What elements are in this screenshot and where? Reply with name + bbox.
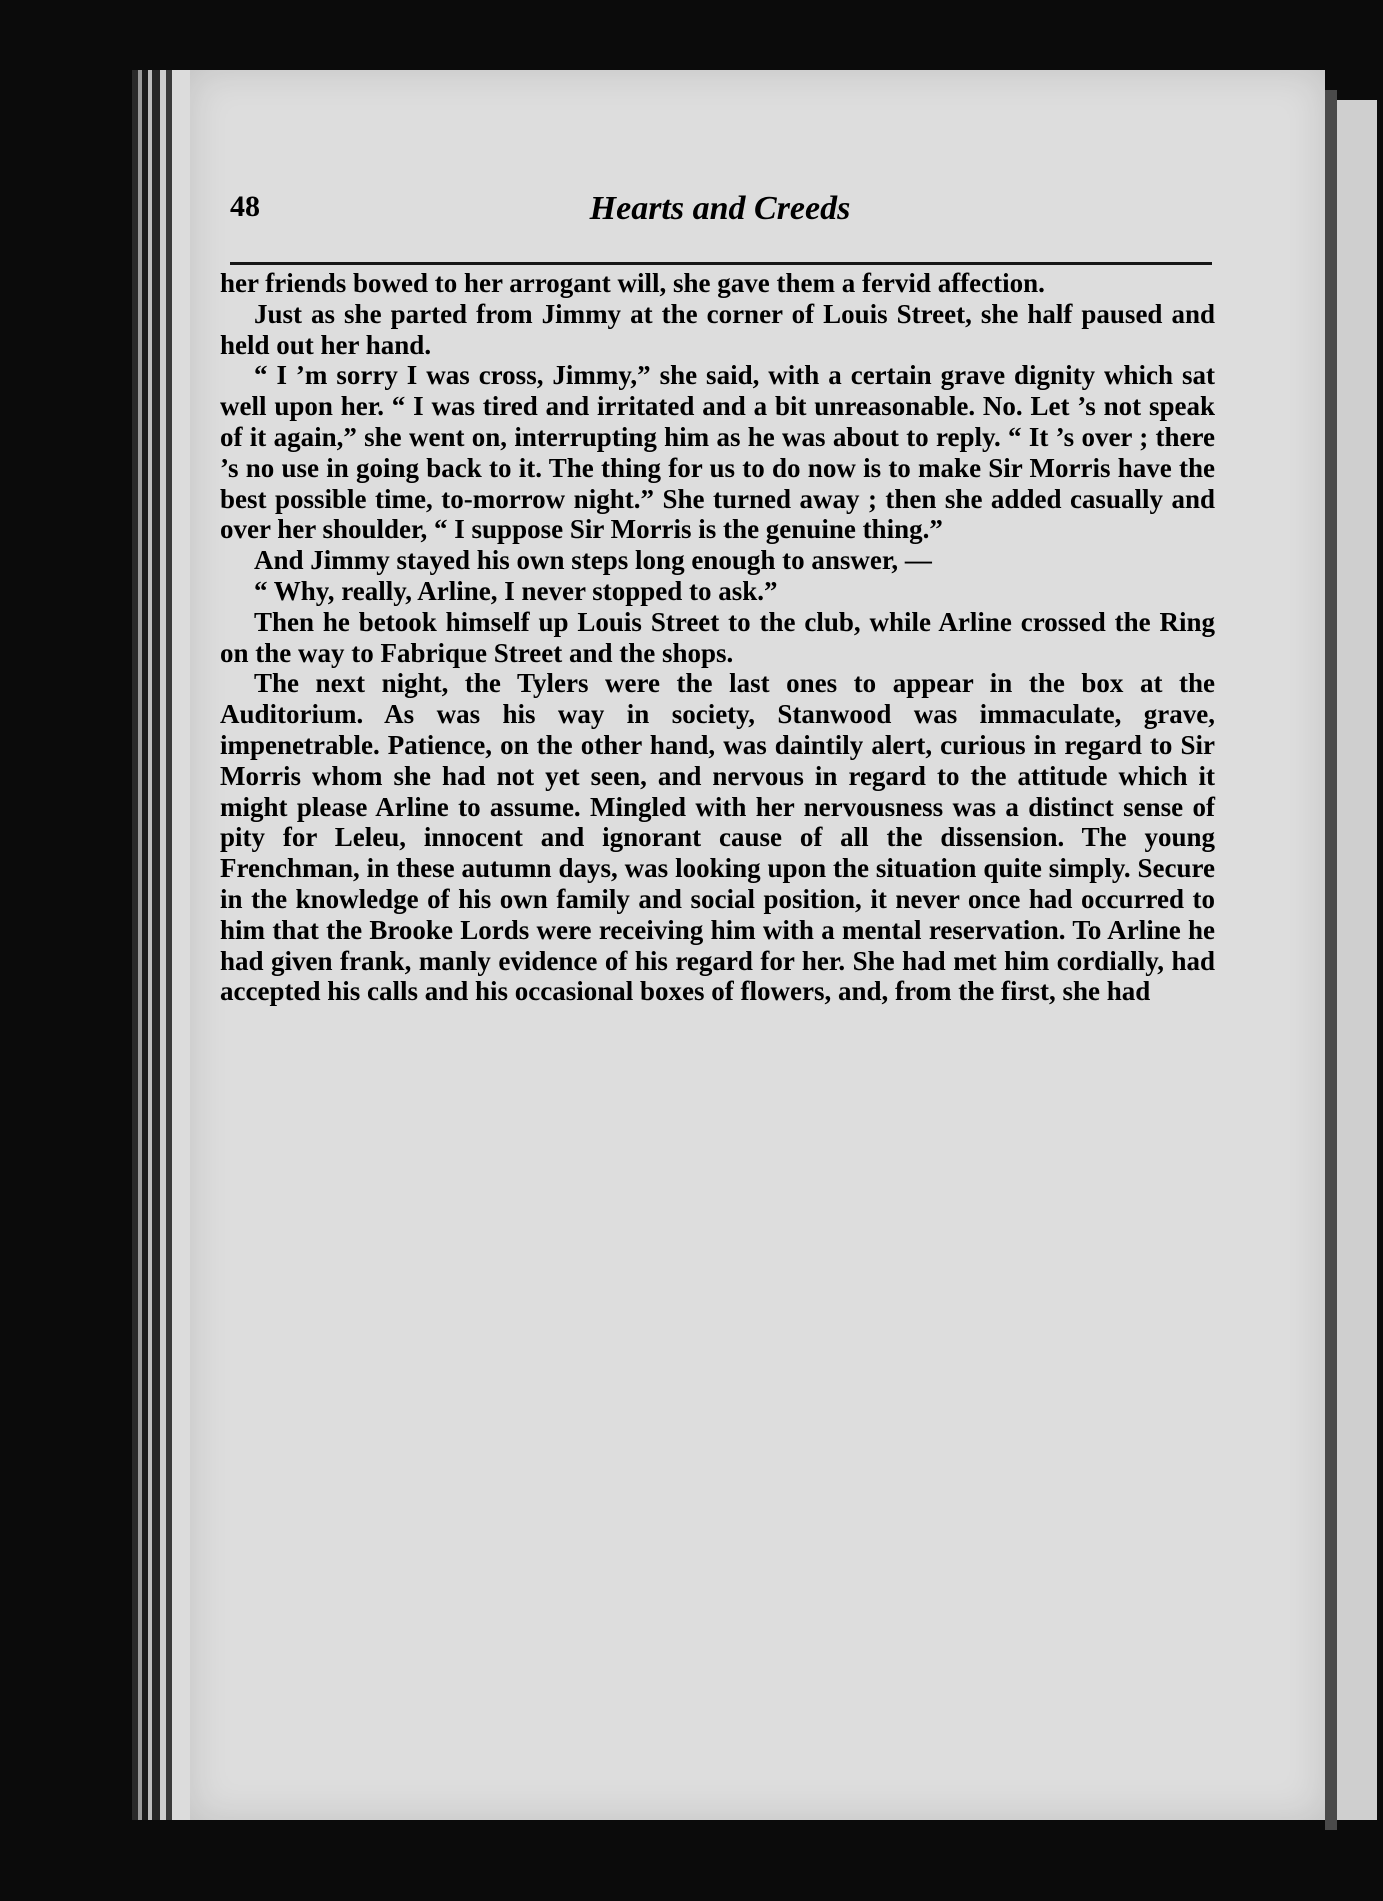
paragraph: And Jimmy stayed his own steps long enough to answer, — — [254, 545, 932, 576]
book-spine-shadow — [1325, 90, 1337, 1830]
paragraph-continued: her friends bowed to her arrogant will, she gave them a fervid affection. — [220, 268, 1045, 298]
paragraph: The next night, the Tylers were the last ones to appear in the box at the Auditorium. As was his way in society, Stanwood was immaculate, grave, impenetrable. Patience, on the other hand, was daintily alert, curious in regard to Sir Morris whom she had not yet seen, and nervous in regard to the attitude which it might please Arline to assume. Mingled with her nervousness was a distinct sense of pity for Leleu, innocent and ignorant cause of all the dissension. The young Frenchman, in these autumn days, was looking upon the situation quite simply. Secure in the knowledge of his own family and social position, it never once had occurred to him that the Brooke Lords were receiving him with a mental reservation. To Arline he had given frank, manly evidence of his regard for her. She had met him cordially, had accepted his calls and his occasional boxes of flowers, and, from the first, she had — [220, 668, 1215, 1007]
header-rule — [230, 262, 1212, 265]
paragraph: Then he betook himself up Louis Street to the club, while Arline crossed the Ring on the way to Fabrique Street and the shops. — [220, 606, 1215, 668]
book-page-edges-left — [132, 70, 192, 1820]
facing-page-edge — [1337, 100, 1377, 1820]
page-number: 48 — [230, 190, 260, 223]
body-text — [220, 268, 1215, 1007]
book-title: Hearts and Creeds — [589, 190, 851, 227]
paragraph: “ Why, really, Arline, I never stopped to ask.” — [254, 575, 778, 606]
running-head — [230, 190, 1210, 250]
paragraph: Just as she parted from Jimmy at the corner of Louis Street, she half paused and held out her hand. — [220, 298, 1215, 360]
paragraph: “ I ’m sorry I was cross, Jimmy,” she said, with a certain grave dignity which sat well upon her. “ I was tired and irritated and a bit unreasonable. No. Let ’s not speak of it again,” she went on, interrupting him as he was about to reply. “ It ’s over ; there ’s no use in going back to it. The thing for us to do now is to make Sir Morris have the best possible time, to-morrow night.” She turned away ; then she added casually and over her shoulder, “ I suppose Sir Morris is the genuine thing.” — [220, 360, 1215, 545]
